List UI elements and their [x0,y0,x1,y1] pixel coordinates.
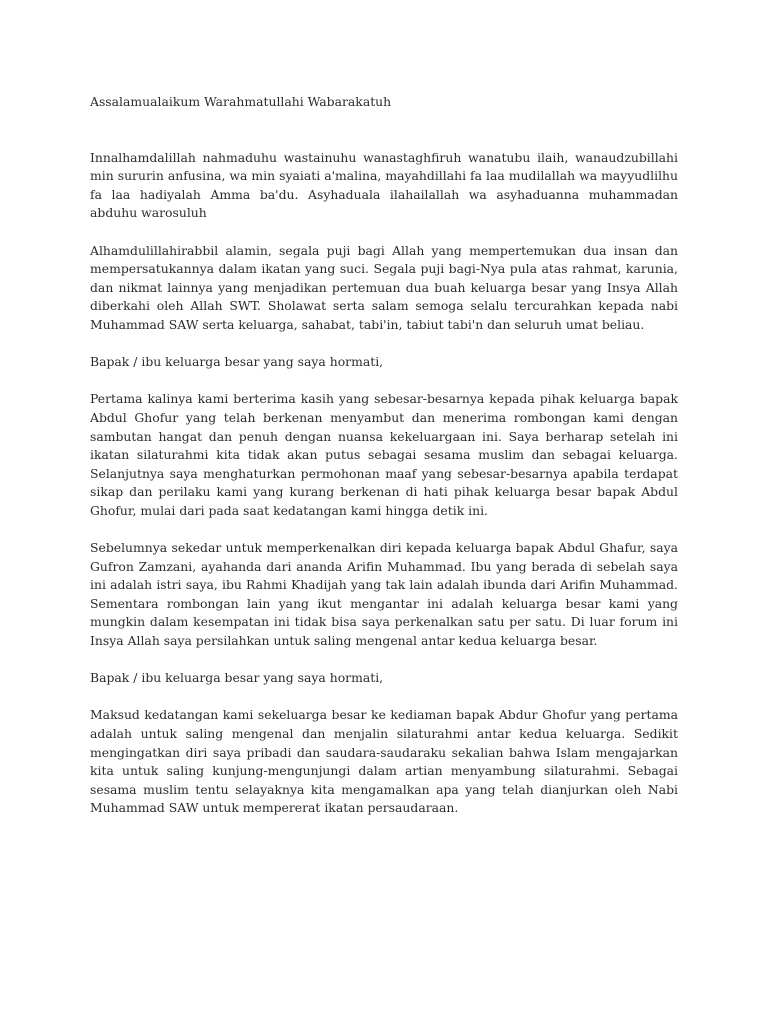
document-page [90,93,678,818]
paragraph-address-1: Bapak / ibu keluarga besar yang saya hormati, [90,354,384,370]
paragraph-address-2: Bapak / ibu keluarga besar yang saya hormati, [90,670,384,686]
greeting: Assalamualaikum Warahmatullahi Wabarakatuh [90,94,392,109]
paragraph-thanks: Pertama kalinya kami berterima kasih yang sebesar-besarnya kepada pihak keluarga bapak Abdul Ghofur yang telah berkenan menyambut dan menerima rombongan kami dengan sambutan hangat dan penuh dengan nuansa kekeluargaan ini. Saya berharap setelah ini ikatan silaturahmi kita tidak akan putus sebagai sesama muslim dan sebagai keluarga. Selanjutnya saya menghaturkan permohonan maaf yang sebesar-besarnya apabila terdapat sikap dan perilaku kami yang kurang berkenan di hati pihak keluarga besar bapak Abdul Ghofur, mulai dari pada saat kedatangan kami hingga detik ini. [90,391,678,518]
paragraph-opening-prayer: Innalhamdalillah nahmaduhu wastainuhu wanastaghfiruh wanatubu ilaih, wanaudzubillahi min sururin anfusina, wa min syaiati a'malina, mayahdillahi fa laa mudilallah wa mayyudlilhu fa laa hadiyalah Amma ba'du. Asyhaduala ilahailallah wa asyhaduanna muhammadan abduhu warosuluh [90,149,678,221]
paragraph-purpose: Maksud kedatangan kami sekeluarga besar ke kediaman bapak Abdur Ghofur yang pertama adalah untuk saling mengenal dan menjalin silaturahmi antar kedua keluarga. Sedikit mengingatkan diri saya pribadi dan saudara-saudaraku sekalian bahwa Islam mengajarkan kita untuk saling kunjung-mengunjungi dalam artian menyambung silaturahmi. Sebagai sesama muslim tentu selayaknya kita mengamalkan apa yang telah dianjurkan oleh Nabi Muhammad SAW untuk mempererat ikatan persaudaraan. [90,707,678,816]
paragraph-introduction: Sebelumnya sekedar untuk memperkenalkan diri kepada keluarga bapak Abdul Ghafur, saya Gufron Zamzani, ayahanda dari ananda Arifin Muhammad. Ibu yang berada di sebelah saya ini adalah istri saya, ibu Rahmi Khadijah yang tak lain adalah ibunda dari Arifin Muhammad. Sementara rombongan lain yang ikut mengantar ini adalah keluarga besar kami yang mungkin dalam kesempatan ini tidak bisa saya perkenalkan satu per satu. Di luar forum ini Insya Allah saya persilahkan untuk saling mengenal antar kedua keluarga besar. [90,540,678,649]
paragraph-praise: Alhamdulillahirabbil alamin, segala puji bagi Allah yang mempertemukan dua insan dan mempersatukannya dalam ikatan yang suci. Segala puji bagi-Nya pula atas rahmat, karunia, dan nikmat lainnya yang menjadikan pertemuan dua buah keluarga besar yang Insya Allah diberkahi oleh Allah SWT. Sholawat serta salam semoga selalu tercurahkan kepada nabi Muhammad SAW serta keluarga, sahabat, tabi'in, tabiut tabi'n dan seluruh umat beliau. [90,242,678,332]
